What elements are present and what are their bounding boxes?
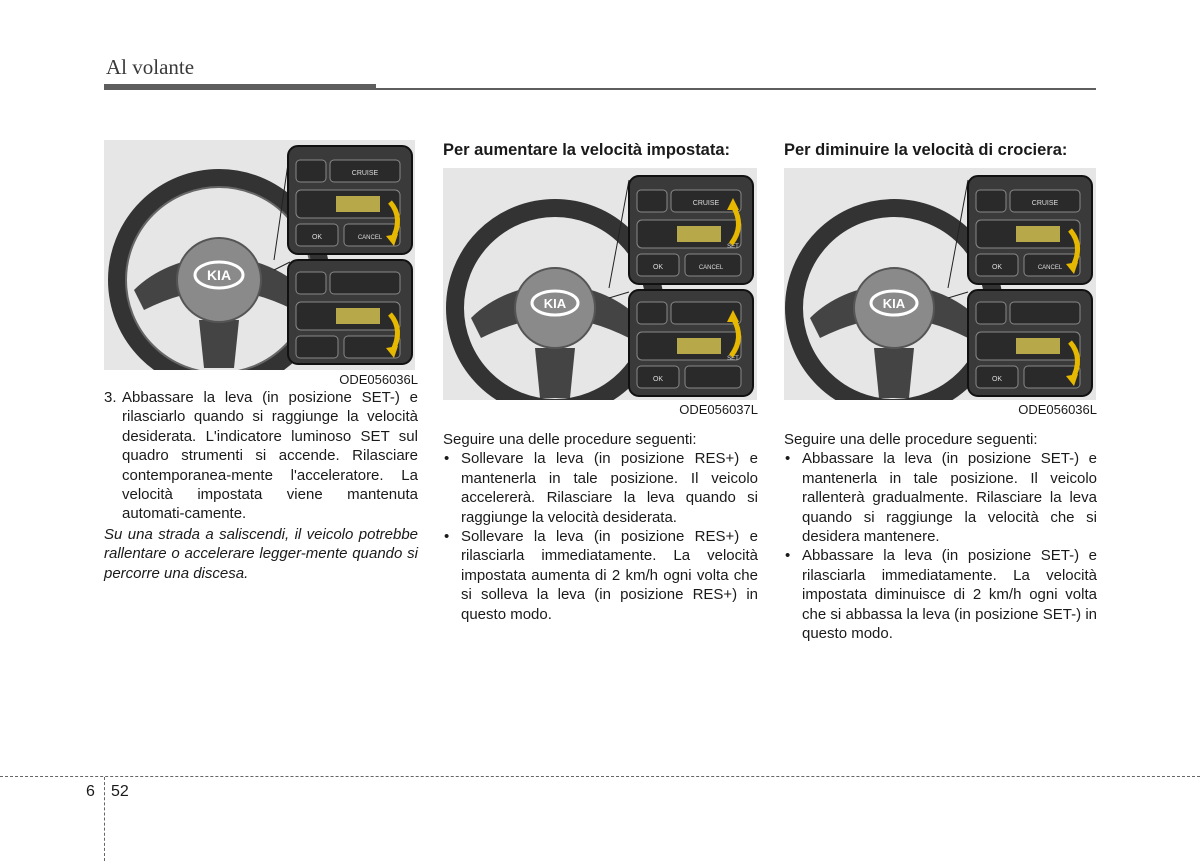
figure-code: ODE056037L [679,402,758,417]
cruise-button-label: CRUISE [351,170,379,177]
cancel-button-label: CANCEL [1037,265,1063,271]
ok-button-label: OK [991,264,1003,271]
figure-code: ODE056036L [1018,402,1097,417]
footer-divider [0,776,1200,777]
steering-wheel-illustration [443,168,757,400]
step-number: 3. [104,389,117,406]
lead-text: Seguire una delle procedure seguenti: [784,431,1038,448]
ok-button-label: OK [652,376,664,383]
figure-steering-wheel-2 [443,168,757,400]
page-number: 52 [111,783,129,800]
ok-button-label: OK [652,264,664,271]
ok-button-label: OK [311,234,323,241]
cruise-button-label: CRUISE [692,200,720,207]
list-item: • Abbassare la leva (in posizione SET-) e rilasciarla immediatamente. La velocità impostata diminuisce di 2 km/h ogni volta che si abbassa la leva (in posizione SET-) in questo modo. [785,547,1097,643]
list-item: • Abbassare la leva (in posizione SET-) e mantenerla in tale posizione. Il veicolo rallenterà gradualmente. Rilasciare la leva quando si raggiunge la velocità che si desidera mantenere. [785,450,1097,546]
header-rule [376,88,1096,90]
chapter-number: 6 [86,783,95,800]
figure-code: ODE056036L [339,372,418,387]
column-left [104,140,418,583]
brand-logo-text: KIA [882,296,906,311]
cancel-button-label: CANCEL [698,265,724,271]
step-3 [104,388,418,524]
column-middle [443,140,758,624]
list-item: • Sollevare la leva (in posizione RES+) e mantenerla in tale posizione. Il veicolo accelererà. Rilasciare la leva quando si raggiunge la velocità desiderata. [444,450,758,526]
section-heading-decrease: Per diminuire la velocità di crociera: [784,141,1068,159]
lead-text: Seguire una delle procedure seguenti: [443,431,697,448]
italic-note: Su una strada a saliscendi, il veicolo potrebbe rallentare o accelerare legger-mente quando si percorre una discesa. [104,525,418,582]
steering-wheel-illustration [784,168,1096,400]
bullet-list [443,449,758,624]
figure-steering-wheel-3 [784,168,1096,400]
cruise-button-label: CRUISE [1031,200,1059,207]
section-heading-increase: Per aumentare la velocità impostata: [443,141,731,159]
set-label: SET [727,244,739,250]
page-header-title: Al volante [106,55,195,79]
set-label: SET [727,356,739,362]
column-right [784,140,1097,643]
brand-logo-text: KIA [206,267,232,283]
steering-wheel-illustration [104,140,415,370]
footer-vertical-divider [104,777,105,861]
bullet-list [784,449,1097,643]
step-text: Abbassare la leva (in posizione SET-) e rilasciarlo quando si raggiunge la velocità desiderata. L'indicatore luminoso SET sul quadro strumenti si accende. Rilasciare contemporanea-mente l'acceleratore. La velocità impostata viene mantenuta automati-camente. [122,389,418,523]
brand-logo-text: KIA [543,296,567,311]
header-rule-accent [104,84,376,90]
ok-button-label: OK [991,376,1003,383]
list-item: • Sollevare la leva (in posizione RES+) e rilasciarla immediatamente. La velocità impostata aumenta di 2 km/h ogni volta che si solleva la leva (in posizione RES+) in questo modo. [444,528,758,623]
figure-steering-wheel-1 [104,140,415,370]
cancel-button-label: CANCEL [357,235,383,241]
